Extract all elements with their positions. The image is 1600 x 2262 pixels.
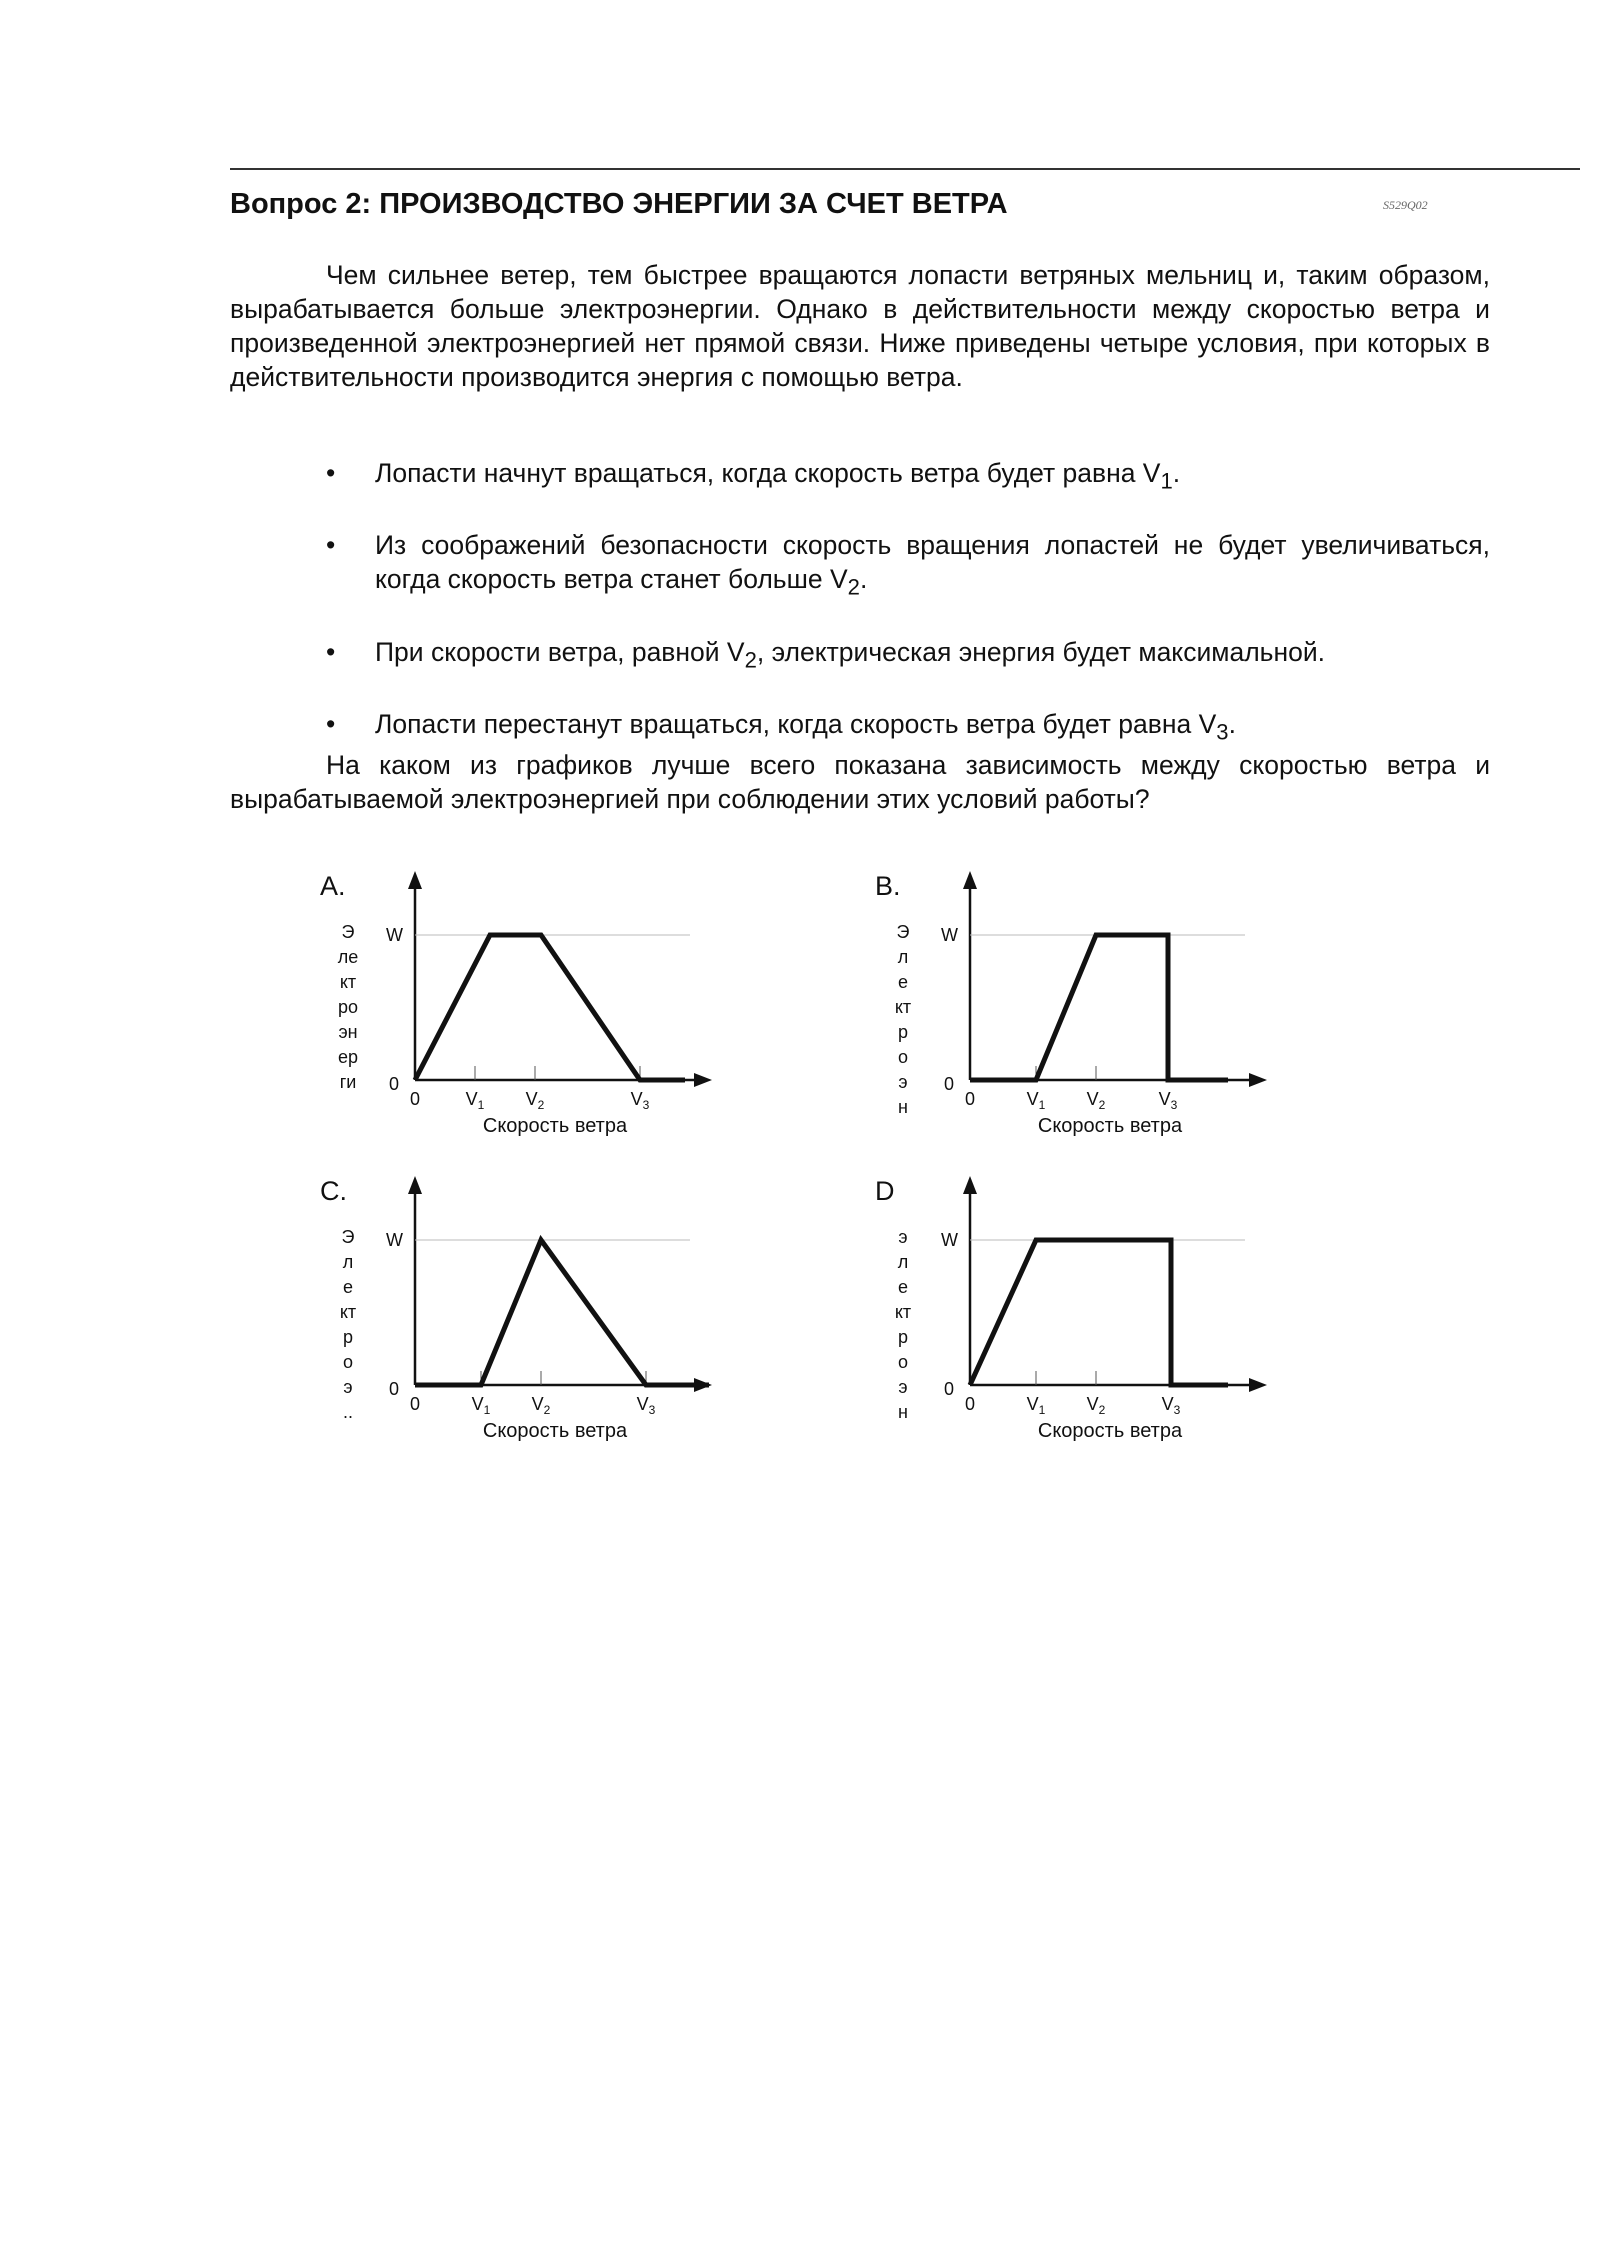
y-tick-label-zero: 0: [943, 1074, 954, 1094]
x-tick-label-zero: 0: [409, 1089, 421, 1109]
y-axis-label-line: э: [898, 1227, 908, 1247]
y-tick-label-w: W: [941, 1230, 958, 1250]
list-item-text: Лопасти перестанут вращаться, когда скорость ветра будет равна V: [375, 708, 1217, 739]
series-line: [970, 935, 1228, 1080]
x-tick-label: $V_3$: [1161, 1394, 1181, 1417]
bullet-icon: •: [326, 708, 336, 739]
bullet-icon: •: [326, 458, 336, 488]
y-axis-label-line: о: [897, 1352, 909, 1372]
list-item-end: .: [1172, 458, 1181, 488]
y-axis-label-line: Э: [341, 922, 355, 942]
list-item-end: , электрическая энергия будет максимальной.: [756, 636, 1326, 667]
question-paragraph: [230, 748, 1490, 816]
x-axis-arrow-icon: [1249, 1378, 1267, 1392]
y-axis-label-line: ер: [337, 1047, 359, 1067]
conditions-list: [310, 456, 1490, 779]
bullet-icon: •: [326, 636, 336, 667]
list-item: [310, 635, 1490, 677]
bullet-icon: •: [326, 530, 336, 561]
question-text: На каком из графиков лучше всего показана зависимость между скоростью ветра и вырабатываемой электроэнергией при соблюдении этих условий работы?: [230, 750, 1490, 814]
list-item-text: При скорости ветра, равной V: [375, 636, 745, 667]
y-axis-label-line: ро: [337, 997, 359, 1017]
chart-label: C.: [320, 1176, 347, 1206]
x-axis-arrow-icon: [694, 1073, 712, 1087]
y-axis-label-line: ле: [337, 947, 359, 967]
y-axis-label-line: кт: [894, 1302, 912, 1322]
y-axis-arrow-icon: [408, 871, 422, 889]
x-axis-arrow-icon: [1249, 1073, 1267, 1087]
x-tick-label-zero: 0: [409, 1394, 421, 1414]
y-axis-arrow-icon: [963, 871, 977, 889]
x-axis-label: Скорость ветра: [1037, 1420, 1183, 1442]
y-axis-label-line: л: [897, 1252, 909, 1272]
list-item-text: Из соображений безопасности скорость вращения лопастей не будет увеличиваться, когда скорость ветра станет больше V: [375, 530, 1490, 595]
y-tick-label-zero: 0: [943, 1379, 954, 1399]
chart-label: A.: [320, 871, 346, 901]
chart-b: [865, 860, 1295, 1160]
series-line: [970, 1240, 1228, 1385]
subscript: 1: [1160, 468, 1173, 494]
intro-text: Чем сильнее ветер, тем быстрее вращаются лопасти ветряных мельниц и, таким образом, вырабатывается больше электроэнергии. Однако в действительности между скоростью ветра и произведенной электроэнергией нет прямой связи. Ниже приведены четыре условия, при которых в действительности производится энергия с помощью ветра.: [230, 260, 1490, 392]
list-item-end: .: [1228, 708, 1236, 739]
x-axis-label: Скорость ветра: [1037, 1115, 1183, 1137]
intro-paragraph: [230, 258, 1490, 394]
y-axis-label-line: э: [898, 1377, 908, 1397]
chart-d: [865, 1165, 1295, 1465]
y-axis-label-line: н: [898, 1402, 908, 1422]
item-code: S529Q02: [1383, 198, 1428, 212]
y-axis-label-line: э: [343, 1377, 353, 1397]
x-tick-label: $V_3$: [1158, 1089, 1178, 1112]
x-tick-label: $V_2$: [1086, 1089, 1106, 1112]
list-item: [310, 707, 1490, 749]
y-axis-label-line: о: [897, 1047, 909, 1067]
chart-label: B.: [875, 871, 901, 901]
y-axis-label-line: о: [342, 1352, 354, 1372]
subscript: 2: [847, 574, 860, 600]
x-tick-label: $V_2$: [525, 1089, 545, 1112]
list-item: [310, 456, 1490, 498]
x-tick-label: $V_2$: [531, 1394, 551, 1417]
y-axis-label-line: р: [897, 1327, 909, 1347]
x-tick-label-zero: 0: [964, 1089, 976, 1109]
chart-label: D: [875, 1176, 895, 1206]
subscript: 3: [1216, 719, 1229, 745]
y-axis-label-line: кт: [339, 972, 357, 992]
y-tick-label-w: W: [386, 1230, 403, 1250]
y-axis-label-line: е: [897, 1277, 909, 1297]
series-line: [415, 1240, 709, 1385]
x-tick-label: $V_1$: [1026, 1089, 1046, 1112]
x-tick-label: $V_3$: [630, 1089, 650, 1112]
x-tick-label: $V_1$: [471, 1394, 491, 1417]
list-item: [310, 528, 1490, 604]
y-tick-label-w: W: [386, 925, 403, 945]
x-tick-label: $V_1$: [1026, 1394, 1046, 1417]
x-axis-label: Скорость ветра: [482, 1115, 628, 1137]
y-axis-label-line: кт: [339, 1302, 357, 1322]
y-axis-label-line: н: [898, 1097, 908, 1117]
y-axis-label-line: Э: [341, 1227, 355, 1247]
y-axis-label-line: е: [897, 972, 909, 992]
y-axis-label-line: р: [897, 1022, 909, 1042]
y-axis-label-line: эн: [338, 1022, 358, 1042]
y-tick-label-zero: 0: [388, 1074, 399, 1094]
x-tick-label: $V_3$: [636, 1394, 656, 1417]
y-axis-label-line: ..: [342, 1402, 354, 1422]
x-tick-label-zero: 0: [964, 1394, 976, 1414]
x-tick-label: $V_2$: [1086, 1394, 1106, 1417]
y-axis-arrow-icon: [408, 1176, 422, 1194]
page-title: Вопрос 2: ПРОИЗВОДСТВО ЭНЕРГИИ ЗА СЧЕТ ВЕТРА: [230, 188, 1008, 220]
y-tick-label-zero: 0: [388, 1379, 399, 1399]
y-axis-label-line: ги: [339, 1072, 357, 1092]
x-tick-label: $V_1$: [465, 1089, 485, 1112]
subscript: 2: [744, 646, 757, 672]
list-item-text: Лопасти начнут вращаться, когда скорость ветра будет равна V: [375, 458, 1161, 488]
series-line: [415, 935, 685, 1080]
list-item-end: .: [859, 564, 868, 595]
header-rule: [230, 168, 1580, 170]
y-axis-label-line: э: [898, 1072, 908, 1092]
y-axis-label-line: е: [342, 1277, 354, 1297]
chart-c: [310, 1165, 740, 1465]
y-axis-label-line: л: [897, 947, 909, 967]
chart-a: [310, 860, 740, 1160]
y-axis-label-line: кт: [894, 997, 912, 1017]
y-tick-label-w: W: [941, 925, 958, 945]
x-axis-label: Скорость ветра: [482, 1420, 628, 1442]
y-axis-label-line: р: [342, 1327, 354, 1347]
y-axis-arrow-icon: [963, 1176, 977, 1194]
y-axis-label-line: л: [342, 1252, 354, 1272]
y-axis-label-line: Э: [896, 922, 910, 942]
